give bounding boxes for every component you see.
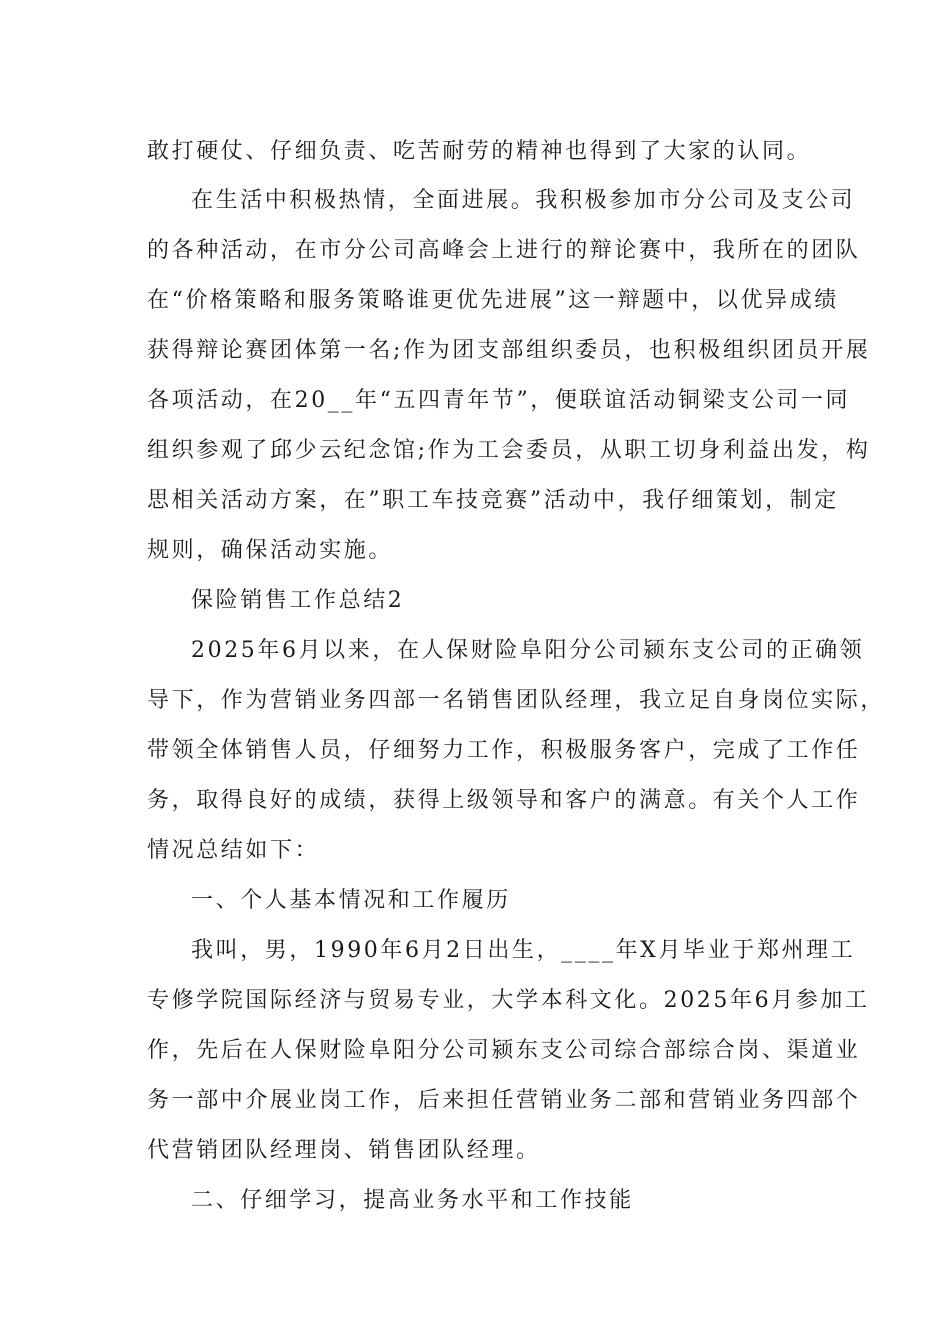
text-line: 组织参观了邱少云纪念馆;作为工会委员，从职工切身利益出发，构 bbox=[147, 438, 871, 463]
text-line: 敢打硬仗、仔细负责、吃苦耐劳的精神也得到了大家的认同。 bbox=[147, 139, 812, 164]
text-line: 在生活中积极热情，全面进展。我积极参加市分公司及支公司 bbox=[191, 188, 856, 213]
text-line: 务一部中介展业岗工作，后来担任营销业务二部和营销业务四部个 bbox=[147, 1088, 861, 1113]
text-line: 的各种活动，在市分公司高峰会上进行的辩论赛中，我所在的团队 bbox=[147, 238, 861, 263]
text-line: 务，取得良好的成绩，获得上级领导和客户的满意。有关个人工作 bbox=[147, 788, 861, 813]
text-line: 规则，确保活动实施。 bbox=[147, 538, 394, 563]
text-line: 代营销团队经理岗、销售团队经理。 bbox=[147, 1138, 541, 1163]
text-line: 导下，作为营销业务四部一名销售团队经理，我立足自身岗位实际， bbox=[147, 688, 886, 713]
text-line: 在“价格策略和服务策略谁更优先进展”这一辩题中，以优异成绩 bbox=[147, 288, 839, 313]
section-heading: 保险销售工作总结2 bbox=[191, 588, 405, 613]
text-line: 专修学院国际经济与贸易专业，大学本科文化。2025年6月参加工 bbox=[147, 988, 870, 1013]
text-line: 2025年6月以来，在人保财险阜阳分公司颍东支公司的正确领 bbox=[191, 638, 865, 663]
text-line: 获得辩论赛团体第一名;作为团支部组织委员，也积极组织团员开展 bbox=[147, 338, 871, 363]
text-line: 思相关活动方案，在”职工车技竞赛”活动中，我仔细策划，制定 bbox=[147, 488, 839, 513]
text-line: 各项活动，在20__年“五四青年节”，便联谊活动铜梁支公司一同 bbox=[147, 388, 851, 413]
text-line: 作，先后在人保财险阜阳分公司颍东支公司综合部综合岗、渠道业 bbox=[147, 1038, 861, 1063]
text-line: 我叫，男，1990年6月2日出生，____年X月毕业于郑州理工 bbox=[191, 938, 856, 963]
section-heading: 二、仔细学习，提高业务水平和工作技能 bbox=[191, 1188, 634, 1213]
text-line: 情况总结如下： bbox=[147, 838, 320, 863]
section-heading: 一、个人基本情况和工作履历 bbox=[191, 888, 511, 913]
text-line: 带领全体销售人员，仔细努力工作，积极服务客户，完成了工作任 bbox=[147, 738, 861, 763]
